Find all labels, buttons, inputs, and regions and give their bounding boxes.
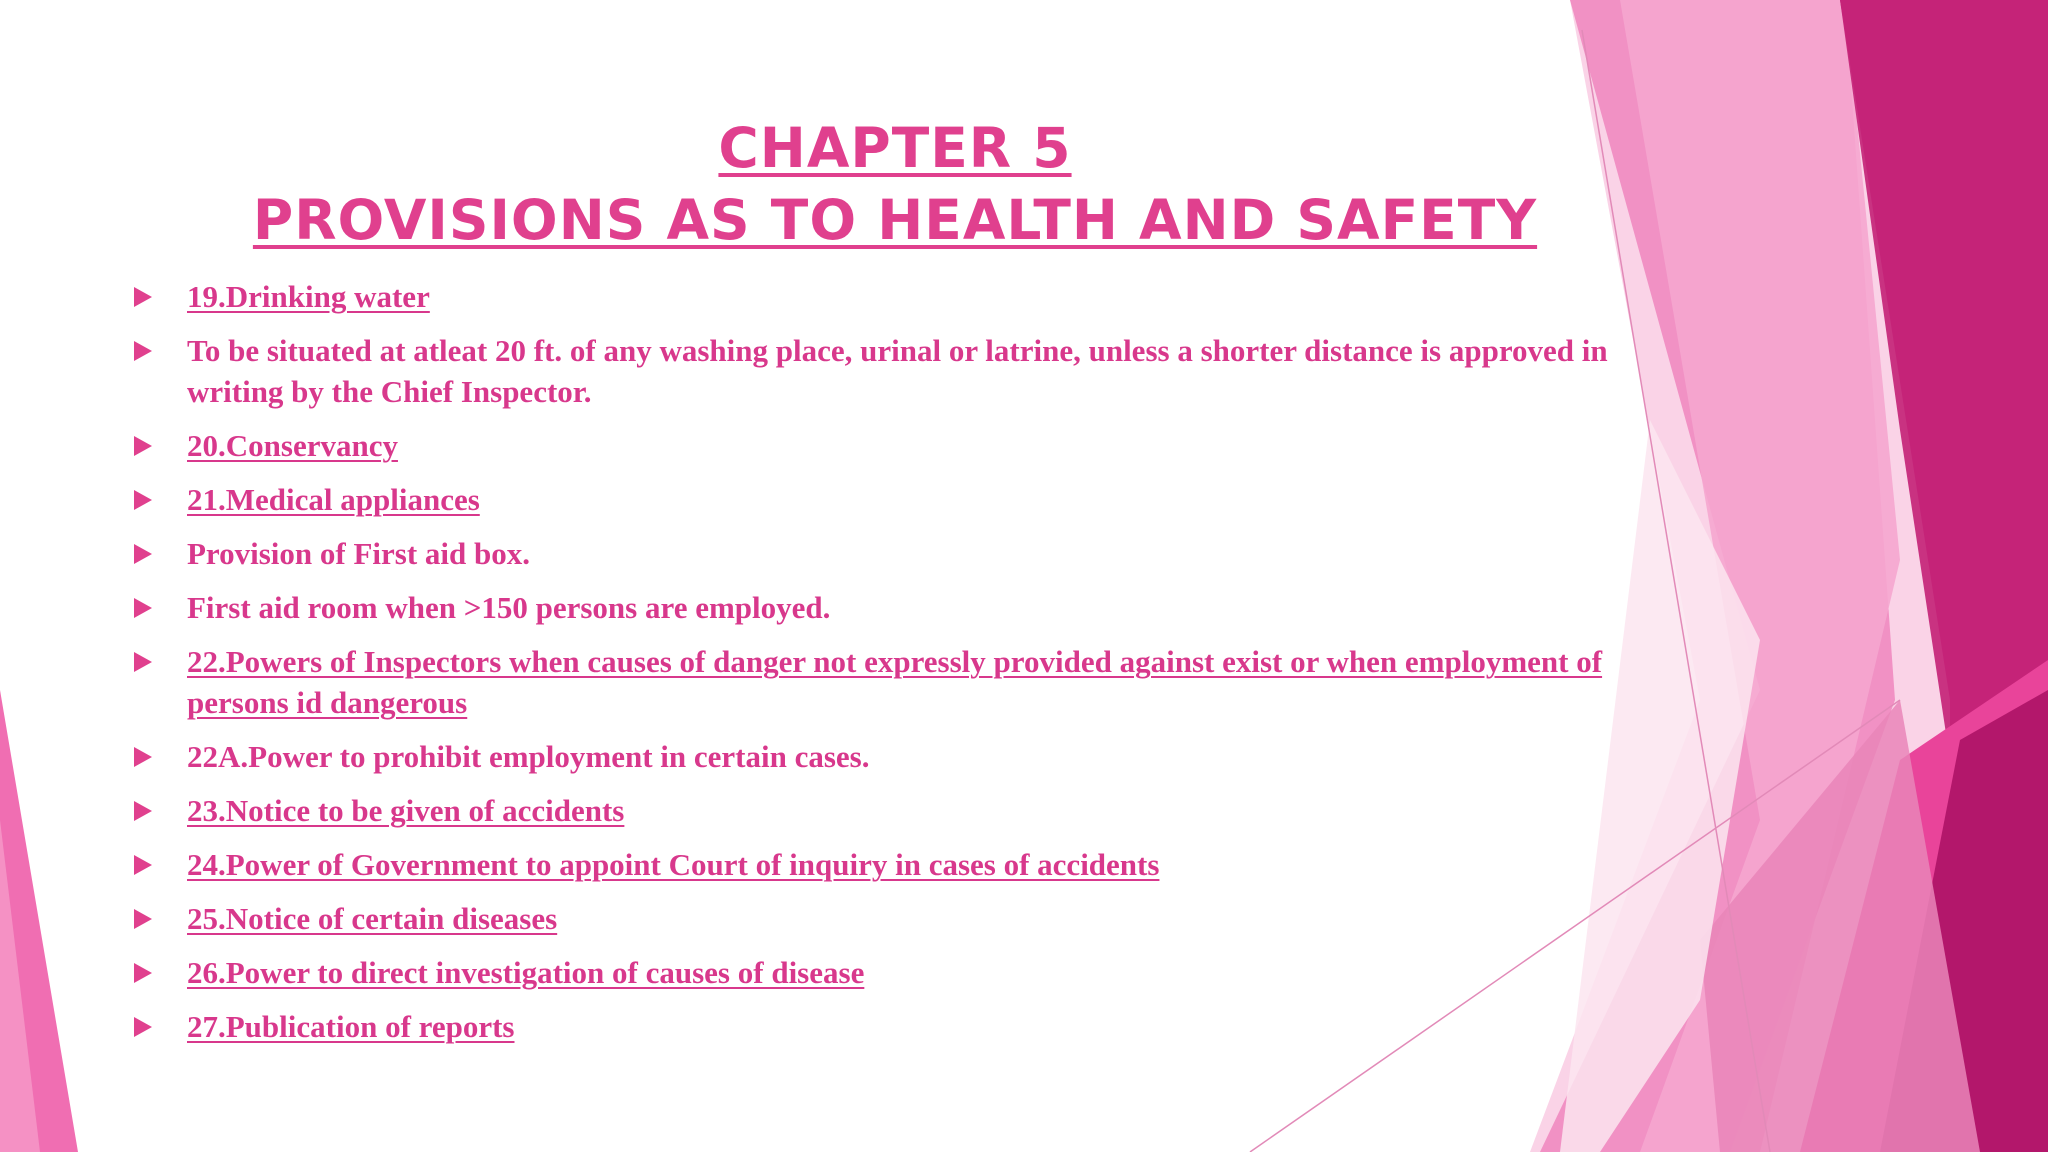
bullet-list <box>128 276 1608 1060</box>
bullet-item-powers-of-inspectors <box>128 641 1608 723</box>
slide-title <box>150 112 1640 256</box>
bullet-item-prohibit-employment <box>128 736 1608 777</box>
bullet-item-first-aid-room <box>128 587 1608 628</box>
bullet-item-notice-accidents <box>128 790 1608 831</box>
bullet-arrow-icon <box>134 652 152 672</box>
bullet-item-notice-diseases <box>128 898 1608 939</box>
bullet-arrow-icon <box>134 490 152 510</box>
bullet-arrow-icon <box>134 287 152 307</box>
bullet-arrow-icon <box>134 855 152 875</box>
bullet-text: First aid room when >150 persons are employed. <box>187 590 831 625</box>
bullet-item-drinking-water <box>128 276 1608 317</box>
bullet-item-investigation-disease <box>128 952 1608 993</box>
bullet-arrow-icon <box>134 801 152 821</box>
bullet-item-conservancy <box>128 425 1608 466</box>
bullet-text: 27.Publication of reports <box>187 1009 515 1044</box>
bullet-arrow-icon <box>134 544 152 564</box>
bullet-text: 23.Notice to be given of accidents <box>187 793 625 828</box>
bullet-text: 24.Power of Government to appoint Court of inquiry in cases of accidents <box>187 847 1160 882</box>
bullet-text: To be situated at atleat 20 ft. of any washing place, urinal or latrine, unless a shorter distance is approved in writing by the Chief Inspector. <box>187 333 1608 409</box>
bullet-arrow-icon <box>134 963 152 983</box>
bullet-text: Provision of First aid box. <box>187 536 531 571</box>
bullet-text: 21.Medical appliances <box>187 482 480 517</box>
bullet-text: 22.Powers of Inspectors when causes of danger not expressly provided against exist or when employment of persons id dangerous <box>187 644 1603 720</box>
bullet-item-first-aid-box <box>128 533 1608 574</box>
title-line-provisions: PROVISIONS AS TO HEALTH AND SAFETY <box>252 188 1538 252</box>
bullet-text: 26.Power to direct investigation of causes of disease <box>187 955 865 990</box>
bullet-text: 19.Drinking water <box>187 279 430 314</box>
bullet-arrow-icon <box>134 436 152 456</box>
bullet-item-situated-distance <box>128 330 1608 412</box>
bullet-arrow-icon <box>134 909 152 929</box>
bullet-text: 22A.Power to prohibit employment in certain cases. <box>187 739 870 774</box>
bullet-item-medical-appliances <box>128 479 1608 520</box>
bullet-arrow-icon <box>134 341 152 361</box>
bullet-item-publication-reports <box>128 1006 1608 1047</box>
bullet-arrow-icon <box>134 1017 152 1037</box>
title-line-chapter: CHAPTER 5 <box>718 116 1072 180</box>
bullet-arrow-icon <box>134 747 152 767</box>
bullet-arrow-icon <box>134 598 152 618</box>
bullet-item-court-of-inquiry <box>128 844 1608 885</box>
bullet-text: 25.Notice of certain diseases <box>187 901 558 936</box>
bullet-text: 20.Conservancy <box>187 428 398 463</box>
